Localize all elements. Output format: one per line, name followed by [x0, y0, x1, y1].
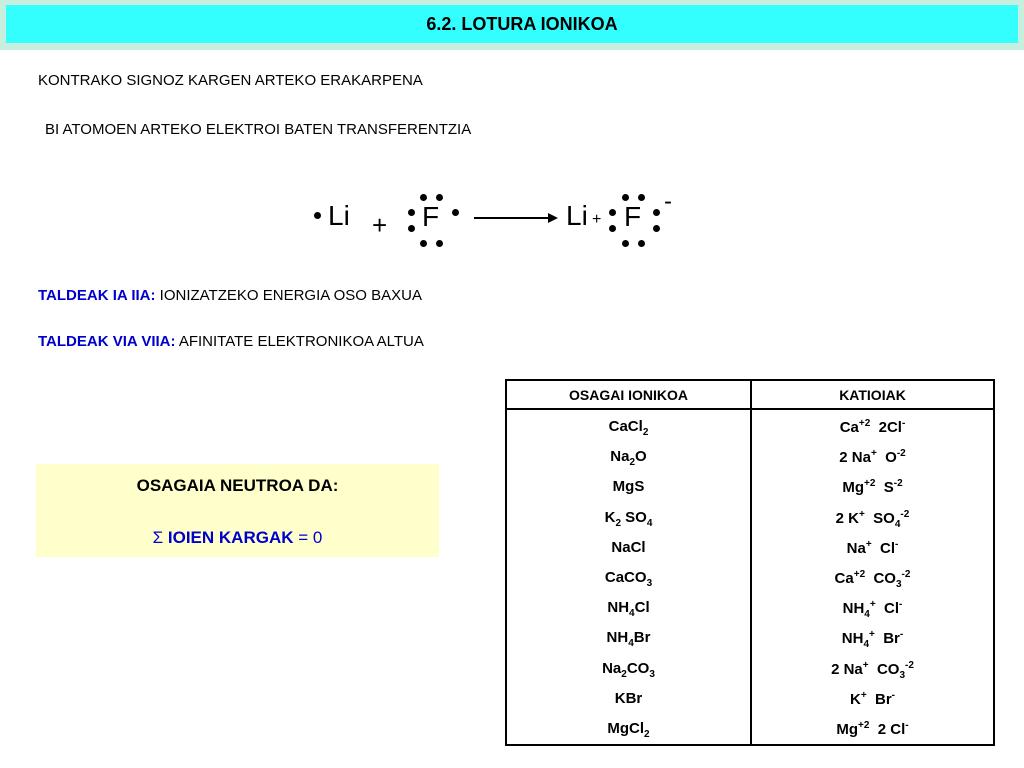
header-compound: OSAGAI IONIKOA — [568, 387, 688, 403]
f-dot — [436, 240, 443, 247]
ions-cell: $NH_4^+$ Br- — [841, 629, 904, 651]
ions-cell: $Ca^{+2}$ $CO_3^{-2}$ — [834, 569, 911, 590]
plus-sign: + — [372, 210, 388, 240]
table-row — [507, 621, 993, 651]
f-dot — [452, 209, 459, 216]
li-symbol-right: Li — [566, 200, 588, 231]
f-dot — [609, 209, 616, 216]
compound-cell: $Na_2O$ — [610, 448, 647, 469]
table-row — [507, 410, 993, 440]
page-title: 6.2. LOTURA IONIKOA — [426, 13, 618, 34]
groups-line-2 — [38, 333, 424, 350]
compound-cell: $K_2$ $SO_4$ — [604, 508, 653, 529]
table-row — [507, 712, 993, 742]
table-row — [507, 501, 993, 531]
compound-cell: CaCO$_3$ — [604, 569, 653, 589]
f-dot — [408, 209, 415, 216]
ions-cell: 2 K+ $SO_4^{-2}$ — [835, 508, 910, 530]
f-symbol-right: F — [624, 201, 642, 232]
li-symbol-left: Li — [328, 200, 350, 231]
f-dot — [436, 194, 443, 201]
title-bar — [0, 0, 1024, 50]
ions-cell: 2 Na+ $CO_3^{-2}$ — [831, 659, 914, 681]
table-row — [507, 591, 993, 621]
reaction-arrow-icon — [474, 211, 558, 225]
neutral-eq: = 0 — [298, 528, 323, 547]
compound-cell: MgCl$_2$ — [607, 720, 650, 740]
groups-text-1: IONIZATZEKO ENERGIA OSO BAXUA — [159, 287, 422, 304]
ions-cell: Na+ Cl- — [846, 538, 899, 557]
groups-line-1 — [38, 287, 422, 304]
f-dot — [609, 225, 616, 232]
f-dot — [622, 240, 629, 247]
table-row — [507, 440, 993, 470]
f-dot — [638, 194, 645, 201]
compound-cell: $NH_4Br$ — [606, 629, 651, 650]
groups-text-2: AFINITATE ELEKTRONIKOA ALTUA — [178, 333, 424, 350]
compound-cell: CaCl$_2$ — [608, 418, 649, 438]
f-dot — [408, 225, 415, 232]
table-row — [507, 561, 993, 591]
li-electron-dot — [314, 212, 321, 219]
sigma-icon: Σ — [152, 528, 164, 547]
f-dot — [653, 225, 660, 232]
compound-cell: $NH_4Cl$ — [607, 599, 650, 620]
compound-cell: $Na_2CO_3$ — [602, 659, 655, 680]
title-banner — [6, 5, 1018, 43]
neutral-label: IOIEN KARGAK — [167, 528, 294, 547]
ions-cell: K+ Br- — [849, 689, 896, 708]
neutral-sum — [36, 528, 439, 548]
neutral-box — [36, 464, 439, 557]
table-row — [507, 531, 993, 561]
ions-cell: $NH_4^+$ Cl- — [842, 599, 903, 621]
line-attraction: KONTRAKO SIGNOZ KARGEN ARTEKO ERAKARPENA — [38, 72, 423, 89]
f-dot — [622, 194, 629, 201]
table-row — [507, 470, 993, 500]
ions-cell: $Mg^{+2}$ 2 Cl- — [836, 720, 909, 738]
compound-cell: MgS — [612, 478, 645, 496]
compound-cell: NaCl — [611, 538, 646, 556]
table-row — [507, 682, 993, 712]
f-dot — [638, 240, 645, 247]
ions-cell: 2 Na+ $O^{-2}$ — [839, 448, 906, 467]
li-charge: + — [592, 211, 602, 228]
table-row — [507, 652, 993, 682]
ionic-table — [505, 379, 995, 746]
neutral-heading: OSAGAIA NEUTROA DA: — [136, 476, 339, 495]
groups-label-1: TALDEAK IA IIA: — [38, 287, 156, 304]
f-dot — [420, 194, 427, 201]
groups-label-2: TALDEAK VIA VIIA: — [38, 333, 176, 350]
f-symbol-left: F — [422, 201, 440, 232]
f-dot — [653, 209, 660, 216]
header-ions: KATIOIAK — [839, 387, 906, 403]
ions-cell: $Ca^{+2}$ 2Cl- — [839, 418, 906, 436]
compound-cell: KBr — [614, 689, 643, 707]
f-dot — [420, 240, 427, 247]
line-transfer: BI ATOMOEN ARTEKO ELEKTROI BATEN TRANSFERENTZIA — [45, 121, 472, 138]
f-charge: - — [664, 188, 672, 215]
ions-cell: $Mg^{+2}$ $S^{-2}$ — [842, 478, 903, 497]
